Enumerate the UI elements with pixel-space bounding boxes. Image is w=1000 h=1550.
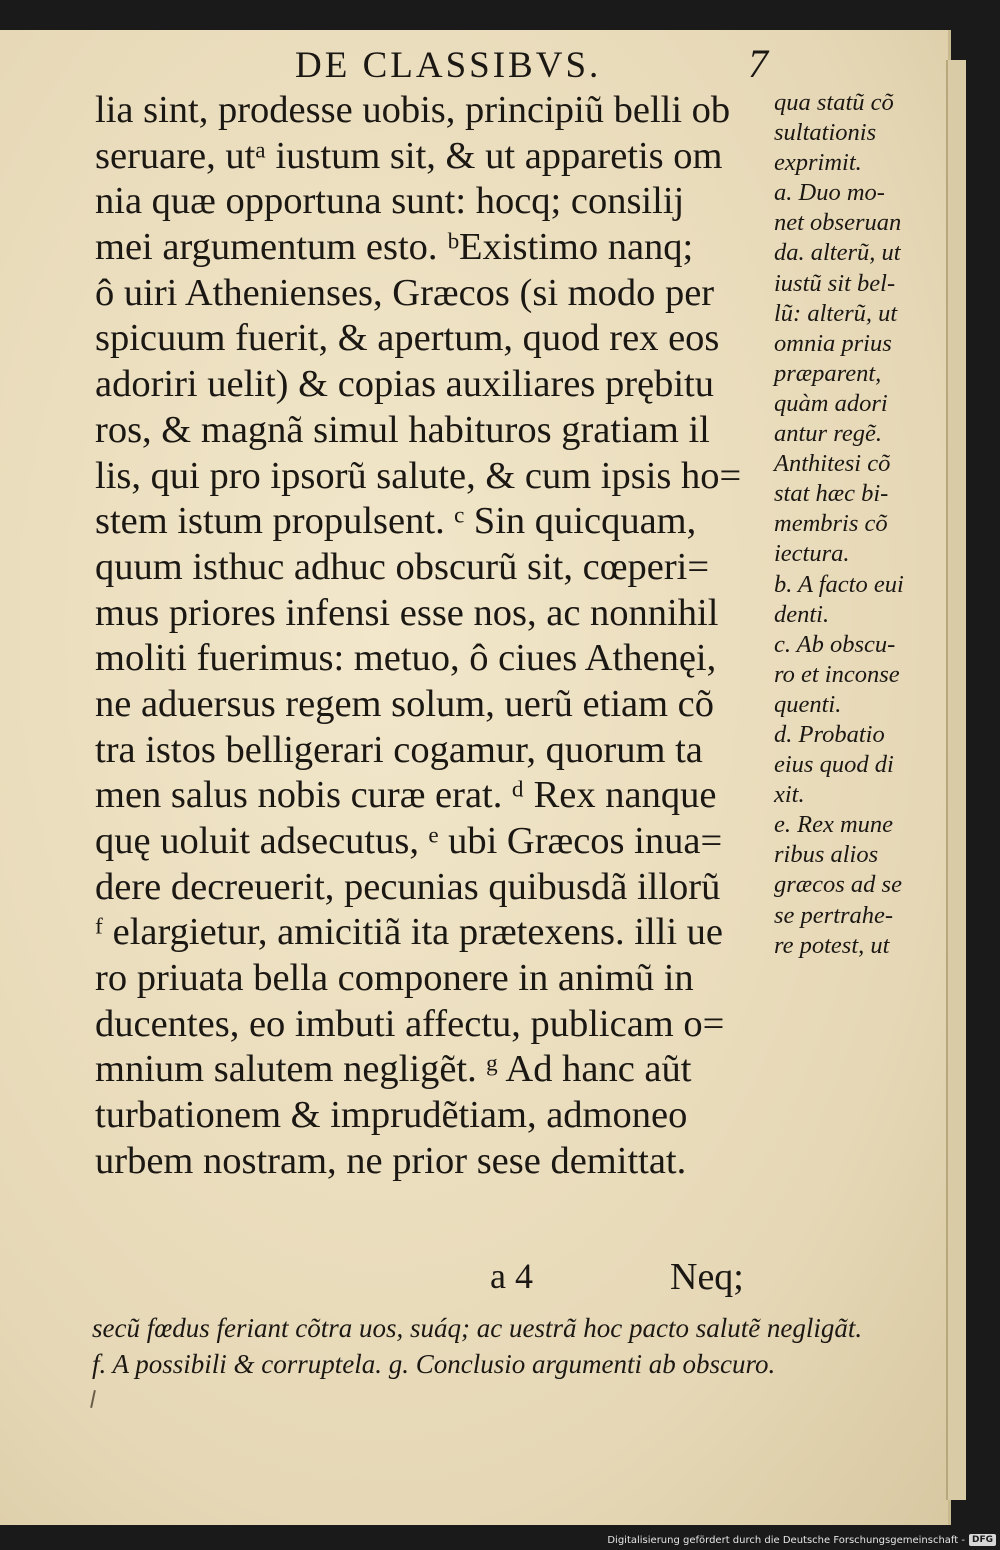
margin-note-line: ro et inconse [774,660,900,688]
margin-note-line: b. A facto eui [774,570,904,598]
running-head: DE CLASSIBVS. [295,45,602,86]
margin-note-line: quàm adori [774,389,888,417]
footer-note-line: secũ fœdus feriant cõtra uos, suáq; ac uestrã hoc pacto salutẽ negligãt. [92,1313,863,1343]
margin-note-line: qua statũ cõ [774,89,894,116]
text-line: mus priores infensi esse nos, ac nonnihil [95,591,719,634]
page-number: 7 [748,41,768,86]
text-line: quę uoluit adsecutus, ᵉ ubi Græcos inua= [95,820,723,862]
text-line: lis, qui pro ipsorũ salute, & cum ipsis ho= [95,454,742,497]
text-line: moliti fuerimus: metuo, ô ciues Athenęi, [95,637,717,680]
dfg-logo-icon: DFG [969,1534,996,1546]
digitization-credit: Digitalisierung gefördert durch die Deutsche Forschungsgemeinschaft - [607,1534,965,1546]
text-line: dere decreuerit, pecunias quibusdã illorũ [95,865,721,908]
text-line: ô uiri Athenienses, Græcos (si modo per [95,271,715,314]
text-line: adoriri uelit) & copias auxiliares prębitu [95,363,715,406]
margin-note-line: c. Ab obscu- [774,630,896,658]
margin-note-line: denti. [774,600,830,628]
stray-ink-mark [90,1390,96,1408]
margin-note-line: quenti. [774,690,842,718]
text-line: men salus nobis curæ erat. ᵈ Rex nanque [95,774,717,817]
text-line: ros, & magnã simul habituros gratiam il [95,408,710,451]
book-page [0,30,951,1525]
text-line: ᶠ elargietur, amicitiã ita prætexens. illi ue [95,911,723,954]
margin-note-line: exprimit. [774,149,862,177]
margin-note-line: eius quod di [774,751,894,779]
text-line: quum isthuc adhuc obscurũ sit, cœperi= [95,545,710,588]
margin-note-line: Anthitesi cõ [774,450,891,478]
text-line: mnium salutem negligẽt. ᵍ Ad hanc aũt [95,1048,692,1091]
margin-note-line: præparent, [774,359,882,387]
signature-mark: a 4 [490,1256,533,1296]
margin-note-line: iustũ sit bel- [774,269,896,297]
text-line: nia quæ opportuna sunt: hocq; consilij [95,180,685,223]
margin-note-line: stat hæc bi- [774,480,889,508]
text-line: spicuum fuerit, & apertum, quod rex eos [95,317,720,360]
margin-note-line: omnia prius [774,329,892,357]
margin-note-line: da. alterũ, ut [774,239,901,267]
marginal-notes [774,88,944,961]
margin-note-line: membris cõ [774,510,888,538]
margin-note-line: xit. [774,781,805,809]
margin-note-line: net obseruan [774,209,902,237]
margin-note-line: antur regẽ. [774,420,882,448]
text-line: tra istos belligerari cogamur, quorum ta [95,728,703,771]
footer-notes [92,1310,932,1382]
text-line: lia sint, prodesse uobis, principiũ belli ob [95,89,731,131]
text-line: ro priuata bella componere in animũ in [95,957,694,1000]
footer-note-line: f. A possibili & corruptela. g. Conclusio argumenti ab obscuro. [92,1349,776,1379]
text-line: turbationem & imprudẽtiam, admoneo [95,1094,688,1137]
text-line: mei argumentum esto. ᵇExistimo nanq; [95,226,694,269]
catchword: Neq; [670,1256,744,1298]
text-line: ne aduersus regem solum, uerũ etiam cõ [95,682,715,725]
text-line: stem istum propulsent. ᶜ Sin quicquam, [95,500,697,543]
margin-note-line: ribus alios [774,841,879,869]
text-line: ducentes, eo imbuti affectu, publicam o= [95,1002,725,1045]
main-text-block [95,88,775,1185]
margin-note-line: d. Probatio [774,720,885,748]
margin-note-line: re potest, ut [774,931,890,959]
margin-note-line: se pertrahe- [774,901,894,929]
digitization-footer [607,1532,996,1548]
margin-note-line: lũ: alterũ, ut [774,299,898,327]
margin-note-line: iectura. [774,540,850,568]
page-edge [946,60,966,1500]
margin-note-line: a. Duo mo- [774,179,885,207]
margin-note-line: e. Rex mune [774,811,894,839]
text-line: urbem nostram, ne prior sese demittat. [95,1139,687,1182]
text-line: seruare, utᵃ iustum sit, & ut apparetis om [95,134,723,177]
margin-note-line: græcos ad se [774,871,902,899]
margin-note-line: sultationis [774,119,877,147]
